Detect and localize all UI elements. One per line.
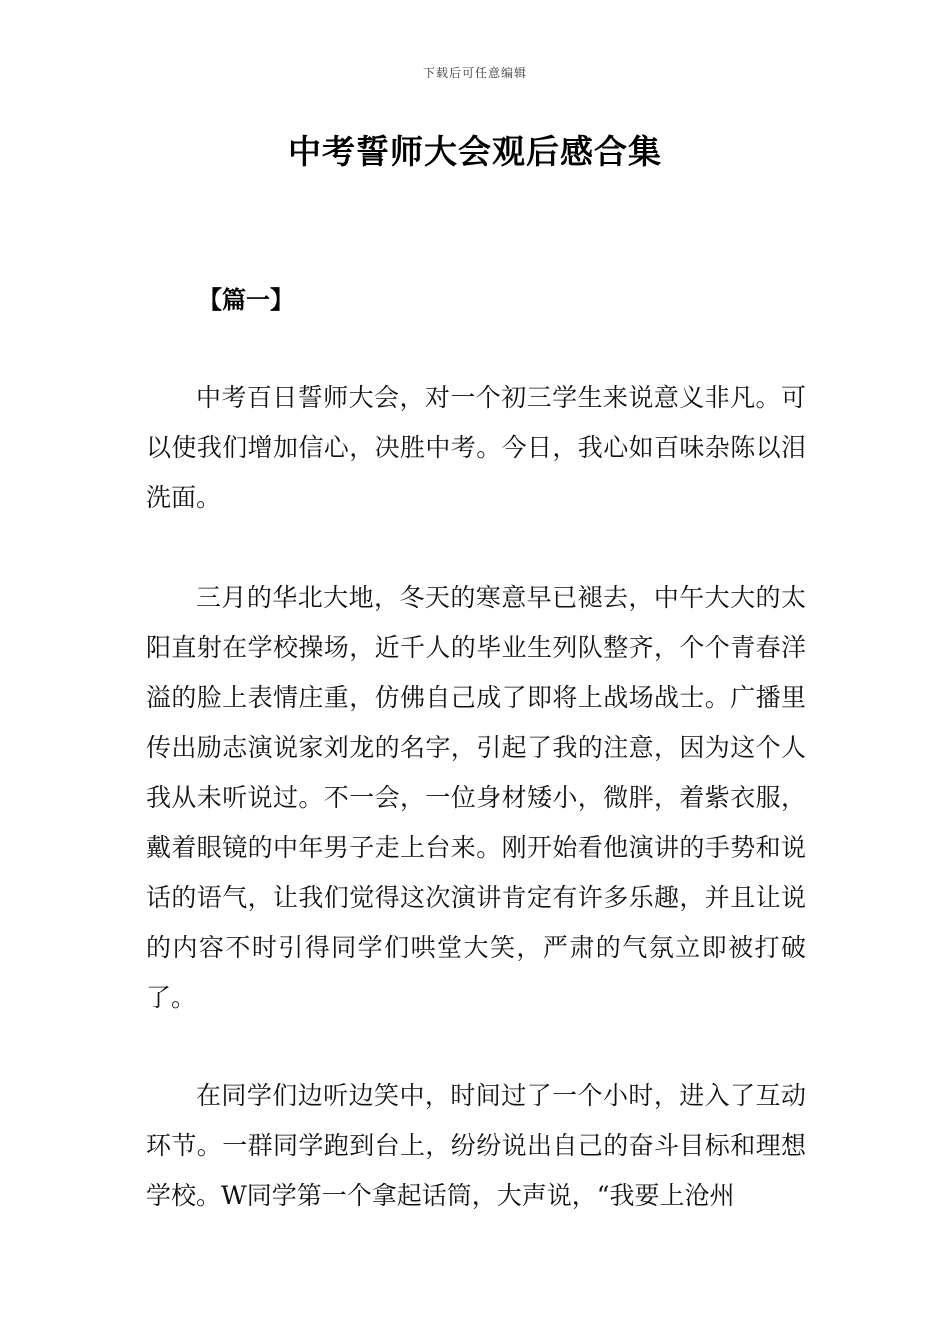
- section-label: 【篇一】: [198, 285, 294, 314]
- header-note: 下载后可任意编辑: [422, 66, 527, 80]
- paragraph-2-block: [146, 573, 806, 1023]
- paragraph: 在同学们边听边笑中，时间过了一个小时，进入了互动环节。一群同学跑到台上，纷纷说出自己的奋斗目标和理想学校。W同学第一个拿起话筒，大声说，“我要上沧州: [146, 1081, 806, 1210]
- paragraph-3-block: [146, 1071, 806, 1221]
- paragraph: 三月的华北大地，冬天的寒意早已褪去，中午大大的太阳直射在学校操场，近千人的毕业生列队整齐，个个青春洋溢的脸上表情庄重，仿佛自己成了即将上战场战士。广播里传出励志演说家刘龙的名字，引起了我的注意，因为这个人我从未听说过。不一会，一位身材矮小，微胖，着紫衣服，戴着眼镜的中年男子走上台来。刚开始看他演讲的手势和说话的语气，让我们觉得这次演讲肯定有许多乐趣，并且让说的内容不时引得同学们哄堂大笑，严肃的气氛立即被打破了。: [146, 583, 806, 1012]
- document-title: 中考誓师大会观后感合集: [288, 132, 662, 171]
- paragraph: 中考百日誓师大会，对一个初三学生来说意义非凡。可以使我们增加信心，决胜中考。今日，我心如百味杂陈以泪洗面。: [146, 383, 806, 512]
- paragraph-1-block: [146, 373, 806, 523]
